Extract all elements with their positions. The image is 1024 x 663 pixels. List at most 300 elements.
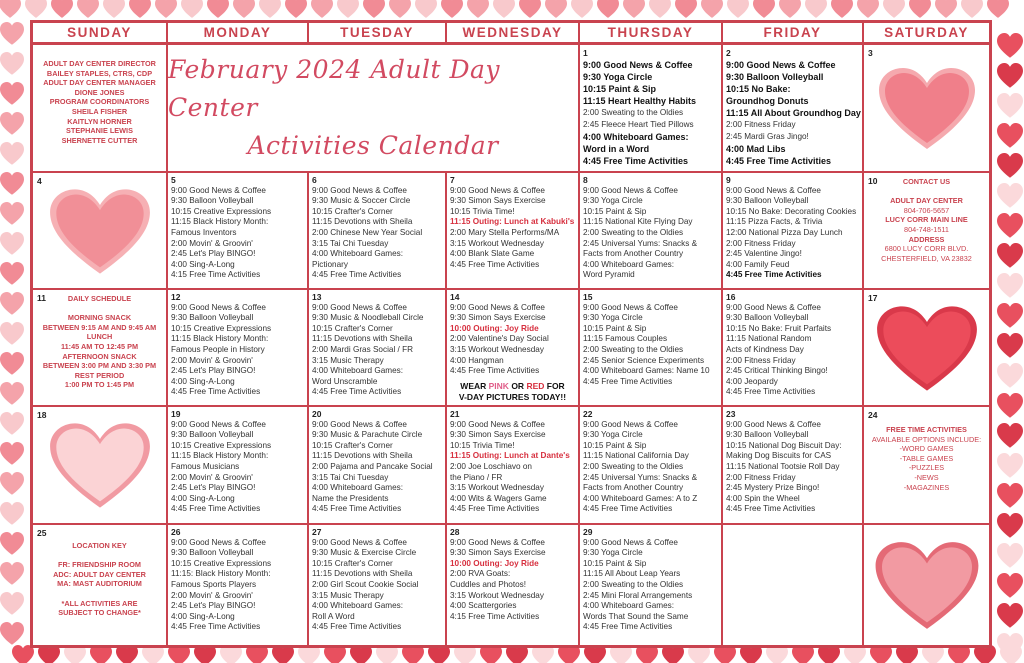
event-item: 10:15 Paint & Sip (583, 323, 647, 333)
event-item: 9:00 Good News & Coffee (583, 419, 678, 429)
day-number: 1 (583, 48, 588, 58)
weekday-monday: MONDAY (168, 23, 309, 45)
day-number: 19 (171, 409, 181, 419)
event-item: 9:00 Good News & Coffee (450, 302, 545, 312)
event-item: 4:00 Sing-A-Long (171, 259, 235, 269)
event-item: 9:00 Good News & Coffee (171, 302, 266, 312)
free-time-box (864, 407, 989, 525)
event-item: 9:30 Music & Exercise Circle (312, 548, 417, 558)
event-item: 2:45 Let's Play BINGO! (171, 366, 256, 376)
event-item: 10:15 Crafter's Corner (312, 440, 393, 450)
event-item: 4:00 Spin the Wheel (726, 493, 800, 503)
event-item: 4:00 Scattergories (450, 601, 517, 611)
event-item: 9:00 Good News & Coffee (450, 537, 545, 547)
event-item: Famous Sports Players (171, 579, 257, 589)
location_key-line: MA: MAST AUDITORIUM (57, 579, 142, 589)
contact-line: ADDRESS (908, 234, 945, 244)
event-item: 4:00 Wits & Wagers Game (450, 493, 547, 503)
event-item: 4:00 Whiteboard Games: (312, 249, 404, 259)
wear-note-mid: OR (508, 380, 527, 391)
event-item: 2:00 Sweating to the Oldies (583, 461, 684, 471)
location_key-line: SUBJECT TO CHANGE* (58, 608, 141, 618)
day-cell-1 (580, 45, 723, 173)
event-item: 11:15 Pizza Facts, & Trivia (726, 217, 823, 227)
event-item: 2:00 Fitness Friday (726, 238, 796, 248)
day-number: 13 (312, 292, 322, 302)
event-item: 2:45 Fleece Heart Tied Pillows (583, 120, 694, 129)
event-item: 9:30 Yoga Circle (583, 72, 653, 82)
day-number: 4 (37, 176, 42, 186)
contact-line: 804-748-1511 (904, 224, 949, 234)
event-item: 10:15 Crafter's Corner (312, 206, 393, 216)
event-item: 10:15 Paint & Sip (583, 558, 647, 568)
event-item: Words That Sound the Same (583, 611, 689, 621)
wear-note-post: FOR (544, 380, 565, 391)
event-item: 11:15 National Kite Flying Day (583, 217, 693, 227)
day-cell-8 (580, 173, 723, 290)
day-cell-23 (723, 407, 864, 525)
event-item: 4:00 Whiteboard Games: (583, 259, 675, 269)
event-item: 10:00 Outing: Joy Ride (450, 323, 539, 333)
day-cell-19 (168, 407, 309, 525)
event-item: 4:00 Mad Libs (726, 144, 786, 154)
event-item: 2:45 Mystery Prize Bingo! (726, 483, 820, 493)
event-item: 10:15 Paint & Sip (583, 206, 647, 216)
wear-note-pink: PINK (488, 380, 509, 391)
event-item: 9:00 Good News & Coffee (583, 185, 678, 195)
event-item: 11:15 National California Day (583, 451, 689, 461)
event-item: 4:00 Whiteboard Games: (312, 483, 404, 493)
event-item: 9:30 Balloon Volleyball (726, 72, 824, 82)
schedule-line: 1:00 PM TO 1:45 PM (64, 380, 135, 390)
event-item: Word Pyramid (583, 270, 635, 280)
event-item: 9:30 Balloon Volleyball (171, 196, 254, 206)
heart-pink-icon (873, 541, 981, 631)
staff-line: KAITLYN HORNER (67, 116, 132, 126)
staff-line: ADULT DAY CENTER DIRECTOR (43, 59, 156, 68)
event-item: 4:15 Free Time Activities (450, 611, 540, 621)
event-item: 2:45 Universal Yums: Snacks & (583, 472, 698, 482)
wear-note-line2: V-DAY PICTURES TODAY!! (458, 391, 567, 402)
wear-note (450, 381, 575, 403)
event-item: 2:00 Joe Loschiavo on (450, 461, 532, 471)
event-item: 4:00 Sing-A-Long (171, 611, 235, 621)
event-item: 9:00 Good News & Coffee (171, 419, 266, 429)
location-key-box (33, 525, 168, 645)
contact-list (867, 175, 986, 263)
event-item: 9:00 Good News & Coffee (726, 60, 836, 70)
day-number: 6 (312, 175, 317, 185)
event-item: 4:15 Free Time Activities (171, 270, 261, 280)
day-number: 15 (583, 292, 593, 302)
day-number: 9 (726, 175, 731, 185)
day-cell-12 (168, 290, 309, 407)
event-item: 11:15 Black History Month: (171, 217, 269, 227)
day-cell-6 (309, 173, 447, 290)
event-item: 4:45 Free Time Activities (312, 622, 402, 632)
event-item: 4:45 Free Time Activities (726, 504, 816, 514)
event-item: 9:30 Music & Parachute Circle (312, 430, 423, 440)
day-cell-13 (309, 290, 447, 407)
event-item: 9:30 Balloon Volleyball (726, 196, 809, 206)
free_time-line: -TABLE GAMES (899, 453, 954, 463)
day-cell-18 (33, 407, 168, 525)
staff-list (36, 59, 163, 145)
free_time-line: -MAGAZINES (903, 482, 950, 492)
event-item: 9:30 Simon Says Exercise (450, 548, 546, 558)
event-item: 2:00 Chinese New Year Social (312, 227, 423, 237)
day-cell-21 (447, 407, 580, 525)
event-item: 2:00 Movin' & Groovin' (171, 238, 253, 248)
event-item: Facts from Another Country (583, 483, 684, 493)
schedule-line (36, 304, 163, 314)
location_key-line (36, 551, 163, 561)
event-item: 10:15 No Bake: Fruit Parfaits (726, 323, 832, 333)
event-item: 3:15 Workout Wednesday (450, 483, 544, 493)
event-item: Famous People in History (171, 344, 265, 354)
day-cell-27 (309, 525, 447, 645)
event-item: 10:15 Creative Expressions (171, 440, 272, 450)
event-item: 4:00 Whiteboard Games: Name 10 (583, 366, 710, 376)
free_time-list (867, 409, 986, 492)
day-cell-22 (580, 407, 723, 525)
location_key-list (36, 527, 163, 618)
event-item: 10:15 Creative Expressions (171, 558, 272, 568)
staff-line: DIONE JONES (74, 87, 125, 97)
event-item: 4:45 Free Time Activities (312, 387, 402, 397)
wear-note-pre: WEAR (460, 380, 489, 391)
event-item: 2:00 Valentine's Day Social (450, 334, 549, 344)
day-number: 5 (171, 175, 176, 185)
heart-pink-icon (877, 67, 977, 151)
day-number: 22 (583, 409, 593, 419)
event-item: 3:15 Music Therapy (312, 355, 384, 365)
event-item: 2:00 Movin' & Groovin' (171, 472, 253, 482)
day-cell-15 (580, 290, 723, 407)
day-cell-3 (864, 45, 989, 173)
event-item: 9:00 Good News & Coffee (450, 419, 545, 429)
schedule-line: 11:45 AM TO 12:45 PM (60, 341, 139, 351)
event-item: 10:15 Crafter's Corner (312, 323, 393, 333)
day-number: 24 (868, 410, 878, 420)
event-item: Pictionary (312, 259, 348, 269)
weekday-wednesday: WEDNESDAY (447, 23, 580, 45)
event-item: 9:30 Balloon Volleyball (171, 548, 254, 558)
contact-line: ADULT DAY CENTER (890, 196, 963, 206)
event-item: 11:15 Devotions with Sheila (312, 569, 413, 579)
schedule-line: AFTERNOON SNACK (62, 351, 137, 361)
event-item: 10:15 Creative Expressions (171, 323, 272, 333)
event-item: 11:15 Black History Month: (171, 451, 269, 461)
event-item: 4:00 Whiteboard Games: (312, 366, 404, 376)
event-item: 4:00 Sing-A-Long (171, 493, 235, 503)
schedule-line: MORNING SNACK (67, 313, 132, 323)
staff-line: STEPHANIE LEWIS (66, 126, 133, 136)
event-item: 4:45 Free Time Activities (450, 259, 540, 269)
staff-line: ADULT DAY CENTER MANAGER (43, 78, 156, 88)
event-item: Word in a Word (583, 144, 650, 154)
event-item: 9:00 Good News & Coffee (312, 537, 407, 547)
weekday-thursday: THURSDAY (580, 23, 723, 45)
event-item: 11:15: Black History Month: (171, 569, 271, 579)
empty-heart-cell (864, 525, 989, 645)
location_key-line: LOCATION KEY (72, 541, 127, 550)
event-item: 2:45 Let's Play BINGO! (171, 483, 256, 493)
event-item: 2:00 Sweating to the Oldies (583, 344, 684, 354)
contact-box (864, 173, 989, 290)
location_key-line: FR: FRIENDSHIP ROOM (58, 560, 141, 570)
schedule-line: BETWEEN 9:15 AM AND 9:45 AM (42, 322, 157, 332)
event-item: 10:15 Crafter's Corner (312, 558, 393, 568)
event-item: 4:00 Whiteboard Games: (583, 132, 689, 142)
event-item: Famous Inventors (171, 227, 237, 237)
staff-line: SHERNETTE CUTTER (61, 135, 138, 145)
event-item: 10:15 Paint & Sip (583, 440, 647, 450)
schedule-list (36, 292, 163, 390)
event-item: 10:15 Creative Expressions (171, 206, 272, 216)
event-item: Making Dog Biscuits for CAS (726, 451, 832, 461)
day-number: 14 (450, 292, 460, 302)
event-item: 9:30 Yoga Circle (583, 313, 643, 323)
event-item: 10:15 Trivia Time! (450, 206, 515, 216)
event-item: 4:45 Free Time Activities (312, 504, 402, 514)
day-number: 3 (868, 48, 873, 58)
event-item: 9:00 Good News & Coffee (583, 537, 678, 547)
staff-line: PROGRAM COORDINATORS (49, 97, 150, 107)
staff-box (33, 45, 168, 173)
event-item: 2:45 Let's Play BINGO! (171, 249, 256, 259)
event-item: 2:00 Movin' & Groovin' (171, 355, 253, 365)
event-item: 3:15 Workout Wednesday (450, 238, 544, 248)
contact-line: 6800 LUCY CORR BLVD. (884, 244, 969, 254)
event-item: 11:15 All About Leap Years (583, 569, 681, 579)
free_time-line: -NEWS (914, 472, 939, 482)
location_key-line: ADC: ADULT DAY CENTER (53, 569, 146, 579)
event-item: 9:30 Balloon Volleyball (171, 313, 254, 323)
event-item: 9:30 Balloon Volleyball (726, 430, 809, 440)
event-item: Facts from Another Country (583, 249, 684, 259)
day-number: 10 (868, 176, 878, 186)
staff-line: BAILEY STAPLES, CTRS, CDP (46, 68, 153, 78)
event-item: 3:15 Workout Wednesday (450, 590, 544, 600)
day-cell-7 (447, 173, 580, 290)
event-item: 4:45 Free Time Activities (171, 504, 261, 514)
event-item: 4:45 Free Time Activities (583, 504, 673, 514)
event-item: 2:45 Senior Science Experiments (583, 355, 705, 365)
event-item: 4:45 Free Time Activities (171, 387, 261, 397)
event-item: 9:30 Simon Says Exercise (450, 313, 546, 323)
event-item: 2:45 Let's Play BINGO! (171, 601, 256, 611)
heart-red-icon (875, 305, 979, 393)
day-number: 12 (171, 292, 181, 302)
event-item: 4:00 Blank Slate Game (450, 249, 535, 259)
schedule-line: LUNCH (86, 332, 113, 342)
event-item: 4:45 Free Time Activities (726, 156, 832, 166)
free_time-line: -WORD GAMES (899, 444, 954, 454)
contact-line: CONTACT US (902, 177, 951, 186)
location_key-line: *ALL ACTIVITIES ARE (61, 598, 138, 608)
event-item: 4:00 Whiteboard Games: A to Z (583, 493, 698, 503)
event-item: 4:45 Free Time Activities (583, 156, 689, 166)
day-number: 17 (868, 293, 878, 303)
weekday-friday: FRIDAY (723, 23, 864, 45)
day-cell-17 (864, 290, 989, 407)
day-number: 7 (450, 175, 455, 185)
event-item: 2:00 Sweating to the Oldies (583, 227, 684, 237)
event-item: 9:30 Yoga Circle (583, 430, 643, 440)
event-item: 9:30 Simon Says Exercise (450, 430, 546, 440)
free_time-line: FREE TIME ACTIVITIES (886, 425, 967, 434)
event-item: 2:45 Universal Yums: Snacks & (583, 238, 698, 248)
event-item: 9:30 Yoga Circle (583, 196, 643, 206)
event-item: 11:15 National Tootsie Roll Day (726, 461, 840, 471)
heart-light-pink-icon (48, 422, 152, 510)
event-item: 3:15 Workout Wednesday (450, 344, 544, 354)
event-item: 9:30 Music & Soccer Circle (312, 196, 411, 206)
day-number: 29 (583, 527, 593, 537)
event-item: 9:00 Good News & Coffee (450, 185, 545, 195)
weekday-sunday: SUNDAY (33, 23, 168, 45)
day-cell-20 (309, 407, 447, 525)
day-cell-29 (580, 525, 723, 645)
event-item: 9:00 Good News & Coffee (171, 537, 266, 547)
event-item: 3:15 Music Therapy (312, 590, 384, 600)
schedule-line: REST PERIOD (74, 370, 125, 380)
event-item: 2:45 Valentine Jingo! (726, 249, 802, 259)
event-item: 10:15 No Bake: Decorating Cookies (726, 206, 857, 216)
event-item: the Piano / FR (450, 472, 503, 482)
day-cell-28 (447, 525, 580, 645)
day-cell-4 (33, 173, 168, 290)
day-number: 11 (37, 293, 46, 303)
event-item: 4:45 Free Time Activities (583, 376, 673, 386)
day-cell-2 (723, 45, 864, 173)
calendar-grid (30, 20, 992, 648)
event-item: 11:15 Devotions with Sheila (312, 334, 413, 344)
event-item: 2:45 Mardi Gras Jingo! (726, 132, 809, 141)
schedule-line: DAILY SCHEDULE (67, 294, 132, 303)
title-line-2: Activities Calendar (247, 131, 499, 160)
event-item: 3:15 Tai Chi Tuesday (312, 472, 389, 482)
event-item: 10:15 Paint & Sip (583, 84, 657, 94)
event-item: 4:45 Free Time Activities (312, 270, 402, 280)
day-number: 23 (726, 409, 736, 419)
day-number: 18 (37, 410, 47, 420)
event-item: 10:15 National Dog Biscuit Day: (726, 440, 842, 450)
title-line-1: February 2024 Adult Day Center (168, 55, 501, 122)
event-item: 2:00 Sweating to the Oldies (583, 108, 684, 117)
day-number: 20 (312, 409, 322, 419)
event-item: 4:00 Jeopardy (726, 376, 778, 386)
event-item: 11:15 Outing: Lunch at Dante's (450, 451, 570, 461)
event-item: Name the Presidents (312, 493, 389, 503)
event-item: 2:00 Fitness Friday (726, 120, 796, 129)
day-number: 27 (312, 527, 322, 537)
day-number: 28 (450, 527, 460, 537)
event-item: 2:00 Fitness Friday (726, 355, 796, 365)
contact-line: LUCY CORR MAIN LINE (885, 215, 968, 225)
event-item: 9:00 Good News & Coffee (312, 302, 407, 312)
schedule-line: BETWEEN 3:00 PM AND 3:30 PM (42, 361, 157, 371)
event-item: 9:00 Good News & Coffee (312, 185, 407, 195)
event-item: 10:15 No Bake: (726, 84, 791, 94)
day-number: 25 (37, 528, 47, 538)
event-item: 12:00 National Pizza Day Lunch (726, 227, 843, 237)
calendar-title (168, 45, 580, 173)
event-item: 2:00 Mardi Gras Social / FR (312, 344, 414, 354)
event-item: 2:00 Fitness Friday (726, 472, 796, 482)
event-item: 9:30 Music & Noodleball Circle (312, 313, 424, 323)
event-item: 4:45 Free Time Activities (450, 504, 540, 514)
contact-line (867, 187, 986, 197)
day-cell-5 (168, 173, 309, 290)
event-item: 10:00 Outing: Joy Ride (450, 558, 539, 568)
wear-note-red: RED (526, 380, 545, 391)
event-item: 11:15 Famous Couples (583, 334, 668, 344)
weekday-saturday: SATURDAY (864, 23, 989, 45)
event-item: Groundhog Donuts (726, 96, 809, 106)
event-item: 2:00 Girl Scout Cookie Social (312, 579, 419, 589)
event-item: 4:00 Family Feud (726, 259, 790, 269)
event-item: 4:45 Free Time Activities (583, 622, 673, 632)
event-item: Cuddles and Photos! (450, 579, 527, 589)
event-item: 4:45 Free Time Activities (450, 366, 540, 376)
event-item: 4:00 Whiteboard Games: (583, 601, 675, 611)
event-item: 9:30 Yoga Circle (583, 548, 643, 558)
event-item: 9:00 Good News & Coffee (726, 419, 821, 429)
day-cell-14 (447, 290, 580, 407)
event-item: 9:00 Good News & Coffee (583, 302, 678, 312)
event-item: 11:15 Black History Month: (171, 334, 269, 344)
event-item: 2:45 Critical Thinking Bingo! (726, 366, 828, 376)
weekday-tuesday: TUESDAY (309, 23, 447, 45)
staff-line: SHEILA FISHER (71, 106, 128, 116)
heart-pink-icon (48, 188, 152, 276)
event-item: 2:00 Movin' & Groovin' (171, 590, 253, 600)
event-item: 11:15 Outing: Lunch at Kabuki's (450, 217, 575, 227)
free_time-line: AVAILABLE OPTIONS INCLUDE: (871, 434, 982, 444)
event-item: 4:45 Free Time Activities (171, 622, 261, 632)
event-item: 9:00 Good News & Coffee (312, 419, 407, 429)
event-item: 9:00 Good News & Coffee (726, 185, 821, 195)
event-item: 11:15 Devotions with Sheila (312, 217, 413, 227)
event-item: Word Unscramble (312, 376, 378, 386)
event-item: 9:30 Simon Says Exercise (450, 196, 546, 206)
event-item: 2:00 Mary Stella Performs/MA (450, 227, 560, 237)
location_key-line (36, 589, 163, 599)
event-item: 10:15 Trivia Time! (450, 440, 515, 450)
day-number: 26 (171, 527, 181, 537)
event-item: 2:00 Sweating to the Oldies (583, 579, 684, 589)
event-item: 4:45 Free Time Activities (726, 270, 822, 280)
day-cell-9 (723, 173, 864, 290)
event-item: Acts of Kindness Day (726, 344, 804, 354)
day-number: 21 (450, 409, 460, 419)
empty-cell (723, 525, 864, 645)
event-item: 11:15 All About Groundhog Day (726, 108, 861, 118)
event-item: 9:30 Balloon Volleyball (726, 313, 809, 323)
free_time-line: -PUZZLES (908, 463, 945, 473)
event-item: 2:00 Pajama and Pancake Social (312, 461, 433, 471)
event-item: 2:00 RVA Goats: (450, 569, 511, 579)
day-cell-26 (168, 525, 309, 645)
event-item: Roll A Word (312, 611, 355, 621)
event-item: Famous Musicians (171, 461, 240, 471)
event-item: 11:15 Devotions with Sheila (312, 451, 413, 461)
event-item: 3:15 Tai Chi Tuesday (312, 238, 389, 248)
event-item: 11:15 National Random (726, 334, 812, 344)
event-item: 2:45 Mini Floral Arrangements (583, 590, 693, 600)
